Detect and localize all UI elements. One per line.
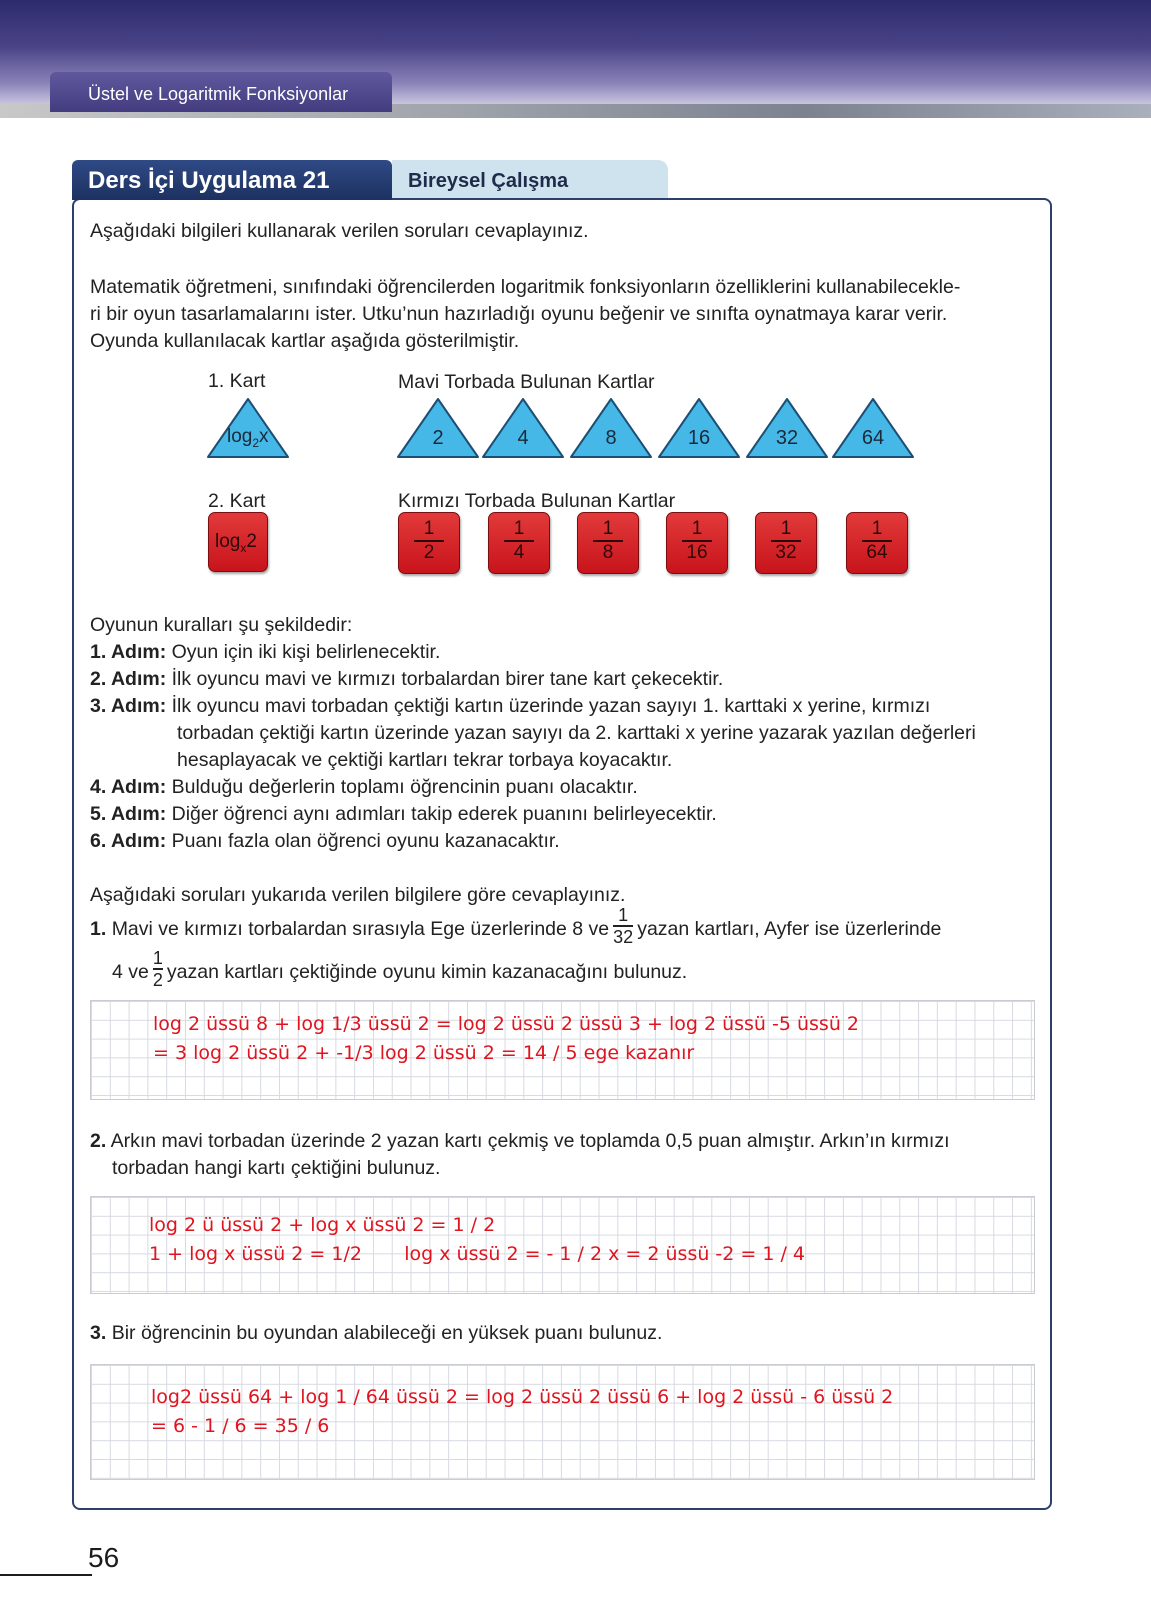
red-card: [666, 512, 728, 574]
rule-step-label: 3. Adım:: [90, 695, 167, 717]
rule-step-2-line-1: 2. Adım: İlk oyuncu mavi ve kırmızı torbalardan birer tane kart çekecektir.: [90, 668, 724, 690]
red-bag-title: Kırmızı Torbada Bulunan Kartlar: [398, 490, 676, 512]
page-number: 56: [88, 1542, 120, 1573]
red-card: [846, 512, 908, 574]
red-card-denominator: 2: [423, 541, 435, 563]
red-card: [488, 512, 550, 574]
card2-label: 2. Kart: [208, 490, 266, 512]
red-card-denominator: 16: [686, 541, 708, 563]
exercise-tag: Bireysel Çalışma: [392, 160, 668, 198]
rule-step-3-line-2: torbadan çektiği kartın üzerinde yazan sayıyı da 2. karttaki x yerine yazarak yazılan değerleri: [177, 722, 976, 744]
story-line-2: ri bir oyun tasarlamalarını ister. Utku’nun hazırladığı oyunu beğenir ve sınıfta oynatmaya karar verir.: [90, 303, 948, 325]
rule-step-6-line-1: 6. Adım: Puanı fazla olan öğrenci oyunu kazanacaktır.: [90, 830, 560, 852]
rule-step-label: 4. Adım:: [90, 776, 167, 798]
red-card-fraction: [847, 519, 907, 563]
blue-card: [830, 396, 916, 460]
red-card-numerator: 1: [602, 518, 614, 539]
rule-step-label: 2. Adım:: [90, 668, 167, 690]
chapter-title: Üstel ve Logaritmik Fonksiyonlar: [50, 72, 392, 112]
blue-card-value: 8: [605, 427, 617, 449]
red-card-denominator: 8: [602, 541, 614, 563]
rule-step-label: 6. Adım:: [90, 830, 167, 852]
blue-bag-title: Mavi Torbada Bulunan Kartlar: [398, 371, 655, 393]
question-1-number: 1.: [90, 917, 107, 940]
question-1-text-line-1: 1. Mavi ve kırmızı torbalardan sırasıyla Ege üzerlerinde 8 ve $\frac{1}{32}$ yazan kartları, Ayfer ise üzerlerinde: [90, 905, 942, 947]
answer-1-line-2: = 3 log 2 üssü 2 + -1/3 log 2 üssü 2 = 14 / 5 ege kazanır: [153, 1042, 695, 1064]
answer-grid-2[interactable]: [90, 1196, 1035, 1294]
card1-triangle: [205, 396, 291, 460]
answer-3-line-2: = 6 - 1 / 6 = 35 / 6: [151, 1415, 330, 1437]
rule-step-3-line-1: 3. Adım: İlk oyuncu mavi torbadan çektiği kartın üzerinde yazan sayıyı 1. karttaki x yerine, kırmızı: [90, 695, 931, 717]
questions-intro: Aşağıdaki soruları yukarıda verilen bilgilere göre cevaplayınız.: [90, 884, 626, 906]
card1-expression: $\log_2x$: [227, 426, 269, 450]
red-card-fraction: [667, 519, 727, 563]
blue-card: [480, 396, 566, 460]
rule-step-1-line-1: 1. Adım: Oyun için iki kişi belirlenecektir.: [90, 641, 441, 663]
red-card-fraction: [578, 519, 638, 563]
blue-card-value: 2: [432, 427, 444, 449]
exercise-title: Ders İçi Uygulama 21: [72, 160, 392, 200]
rule-step-label: 1. Adım:: [90, 641, 167, 663]
fraction-1-2: $\frac{1}{2}$: [152, 948, 163, 990]
answer-grid-1[interactable]: [90, 1000, 1035, 1100]
blue-card: [656, 396, 742, 460]
answer-1-line-1: log 2 üssü 8 + log 1/3 üssü 2 = log 2 üssü 2 üssü 3 + log 2 üssü -5 üssü 2: [153, 1013, 860, 1035]
answer-2-line-1: log 2 ü üssü 2 + log x üssü 2 = 1 / 2: [149, 1214, 496, 1236]
red-card-denominator: 32: [775, 541, 797, 563]
rule-step-3-line-3: hesaplayacak ve çektiği kartları tekrar torbaya koyacaktır.: [177, 749, 673, 771]
rule-step-label: 5. Adım:: [90, 803, 167, 825]
red-card-fraction: [756, 519, 816, 563]
story-line-1: Matematik öğretmeni, sınıfındaki öğrencilerden logaritmik fonksiyonların özelliklerini kullanabilecekle-: [90, 276, 961, 298]
fraction-1-32: $\frac{1}{32}$: [613, 905, 634, 947]
intro-text: Aşağıdaki bilgileri kullanarak verilen soruları cevaplayınız.: [90, 220, 589, 242]
red-card-numerator: 1: [423, 518, 435, 539]
page-number-rule: [0, 1574, 92, 1576]
question-2-line-1: 2. Arkın mavi torbadan üzerinde 2 yazan kartı çekmiş ve toplamda 0,5 puan almıştır. Arkın’ın kırmızı: [90, 1130, 950, 1152]
blue-card-value: 32: [775, 427, 799, 449]
red-card-numerator: 1: [691, 518, 703, 539]
blue-card: [568, 396, 654, 460]
card2-square: [208, 512, 268, 572]
red-card-fraction: [399, 519, 459, 563]
card2-expression: $\log_x2$: [215, 531, 257, 555]
answer-grid-3[interactable]: [90, 1364, 1035, 1480]
red-card-numerator: 1: [780, 518, 792, 539]
red-card-denominator: 64: [866, 541, 888, 563]
red-card: [398, 512, 460, 574]
red-card: [755, 512, 817, 574]
answer-3-line-1: log2 üssü 64 + log 1 / 64 üssü 2 = log 2 üssü 2 üssü 6 + log 2 üssü - 6 üssü 2: [151, 1386, 894, 1408]
red-card: [577, 512, 639, 574]
rule-step-5-line-1: 5. Adım: Diğer öğrenci aynı adımları takip ederek puanını belirleyecektir.: [90, 803, 717, 825]
card1-label: 1. Kart: [208, 370, 266, 392]
rules-intro: Oyunun kuralları şu şekildedir:: [90, 614, 353, 636]
story-line-3: Oyunda kullanılacak kartlar aşağıda gösterilmiştir.: [90, 330, 520, 352]
question-2-number: 2.: [90, 1130, 107, 1152]
question-1-text-line-2: 4 ve $\frac{1}{2}$ yazan kartları çektiğinde oyunu kimin kazanacağını bulunuz.: [112, 948, 688, 990]
blue-card-value: 16: [687, 427, 711, 449]
question-2-line-2: torbadan hangi kartı çektiğini bulunuz.: [112, 1157, 441, 1179]
red-card-numerator: 1: [513, 518, 525, 539]
red-card-denominator: 4: [513, 541, 525, 563]
red-card-numerator: 1: [871, 518, 883, 539]
blue-card: [744, 396, 830, 460]
blue-card-value: 4: [517, 427, 529, 449]
question-3: 3. Bir öğrencinin bu oyundan alabileceği en yüksek puanı bulunuz.: [90, 1322, 663, 1344]
answer-2-line-2: 1 + log x üssü 2 = 1/2 log x üssü 2 = - 1 / 2 x = 2 üssü -2 = 1 / 4: [149, 1243, 806, 1265]
rule-step-4-line-1: 4. Adım: Bulduğu değerlerin toplamı öğrencinin puanı olacaktır.: [90, 776, 638, 798]
blue-card-value: 64: [861, 427, 885, 449]
question-3-number: 3.: [90, 1322, 107, 1344]
red-card-fraction: [489, 519, 549, 563]
blue-card: [395, 396, 481, 460]
